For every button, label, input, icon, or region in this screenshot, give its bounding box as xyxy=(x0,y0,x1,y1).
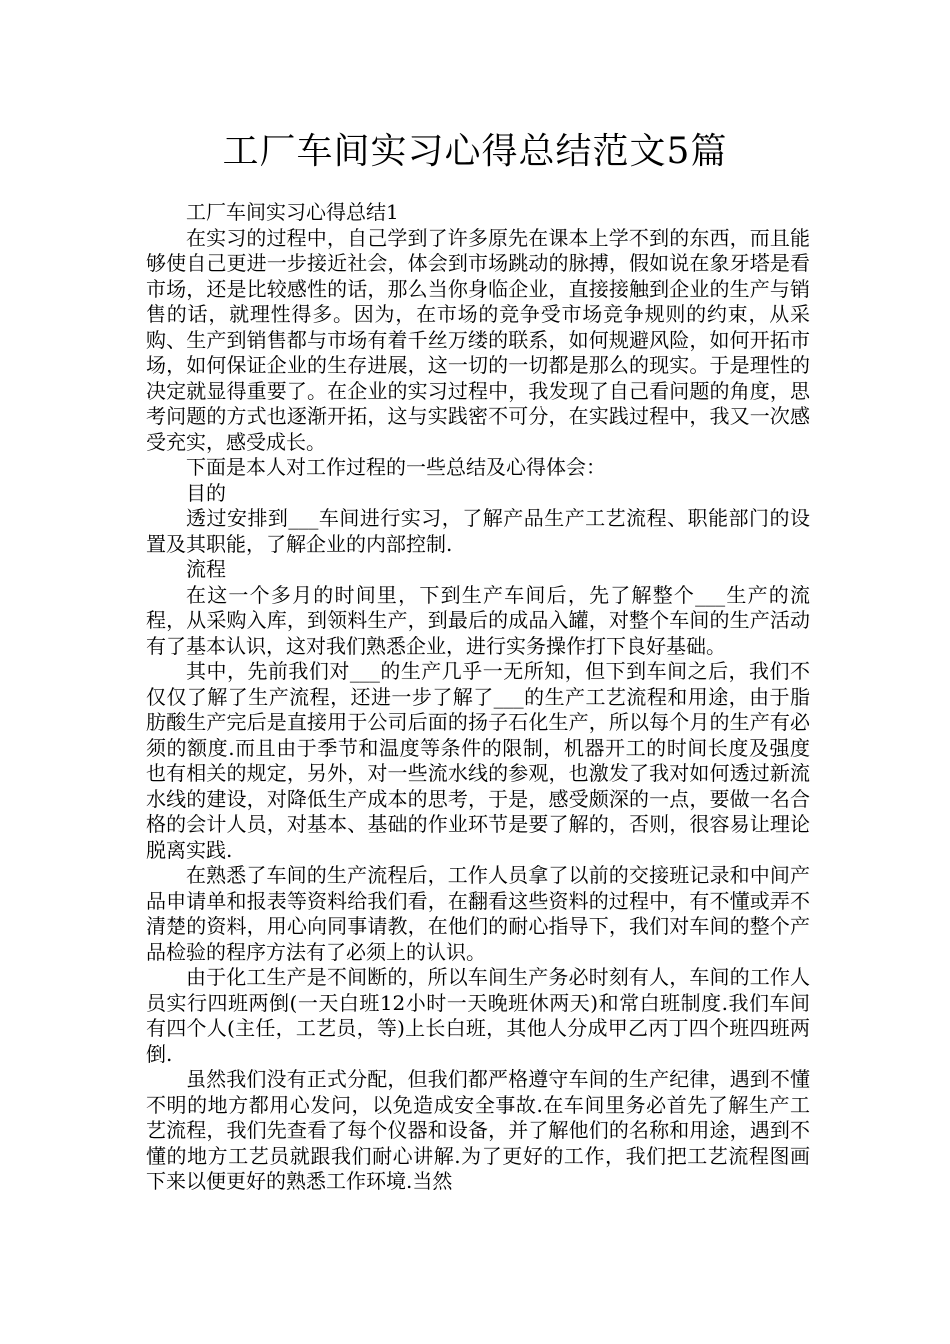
paragraph: 在这一个多月的时间里，下到生产车间后，先了解整个___生产的流程，从采购入库，到领料生产，到最后的成品入罐，对整个车间的生产活动有了基本认识，这对我们熟悉企业，进行实务操作打下良好基础。 xyxy=(146,582,810,658)
document-title: 工厂车间实习心得总结范文5篇 xyxy=(222,131,728,172)
subheading-process: 流程 xyxy=(186,557,226,581)
paragraph: 在实习的过程中，自己学到了许多原先在课本上学不到的东西，而且能够使自己更进一步接近社会，体会到市场跳动的脉搏，假如说在象牙塔是看市场，还是比较感性的话，那么当你身临企业，直接接触到企业的生产与销售的话，就理性得多。因为，在市场的竞争受市场竞争规则的约束，从采购、生产到销售都与市场有着千丝万缕的联系，如何规避风险，如何开拓市场，如何保证企业的生存进展，这一切的一切都是那么的现实。于是理性的决定就显得重要了。在企业的实习过程中，我发现了自己看问题的角度，思考问题的方式也逐渐开拓，这与实践密不可分，在实践过程中，我又一次感受充实，感受成长。 xyxy=(146,225,810,454)
section-title: 工厂车间实习心得总结1 xyxy=(186,200,399,224)
paragraph: 下面是本人对工作过程的一些总结及心得体会： xyxy=(186,455,606,479)
subheading-purpose: 目的 xyxy=(186,480,226,505)
paragraph: 透过安排到___车间进行实习，了解产品生产工艺流程、职能部门的设置及其职能，了解企业的内部控制. xyxy=(146,506,810,556)
paragraph: 虽然我们没有正式分配，但我们都严格遵守车间的生产纪律，遇到不懂不明的地方都用心发问，以免造成安全事故.在车间里务必首先了解生产工艺流程，我们先查看了每个仪器和设备，并了解他们的名称和用途，遇到不懂的地方工艺员就跟我们耐心讲解.为了更好的工作，我们把工艺流程图画下来以便更好的熟悉工作环境.当然 xyxy=(146,1067,810,1193)
paragraph: 在熟悉了车间的生产流程后，工作人员拿了以前的交接班记录和中间产品申请单和报表等资料给我们看，在翻看这些资料的过程中，有不懂或弄不清楚的资料，用心向同事请教，在他们的耐心指导下，我们对车间的整个产品检验的程序方法有了必须上的认识。 xyxy=(146,863,810,964)
paragraph: 由于化工生产是不间断的，所以车间生产务必时刻有人，车间的工作人员实行四班两倒(一天白班12小时一天晚班休两天)和常白班制度.我们车间有四个人(主任，工艺员，等)上长白班，其他人分成甲乙丙丁四个班四班两倒. xyxy=(146,965,810,1066)
document-body xyxy=(146,200,810,1195)
paragraph: 其中，先前我们对___的生产几乎一无所知，但下到车间之后，我们不仅仅了解了生产流程，还进一步了解了___的生产工艺流程和用途，由于脂肪酸生产完后是直接用于公司后面的扬子石化生产，所以每个月的生产有必须的额度.而且由于季节和温度等条件的限制，机器开工的时间长度及强度也有相关的规定，另外，对一些流水线的参观，也激发了我对如何透过新流水线的建设，对降低生产成本的思考，于是，感受颇深的一点，要做一名合格的会计人员，对基本、基础的作业环节是要了解的，否则，很容易让理论脱离实践. xyxy=(146,659,810,862)
